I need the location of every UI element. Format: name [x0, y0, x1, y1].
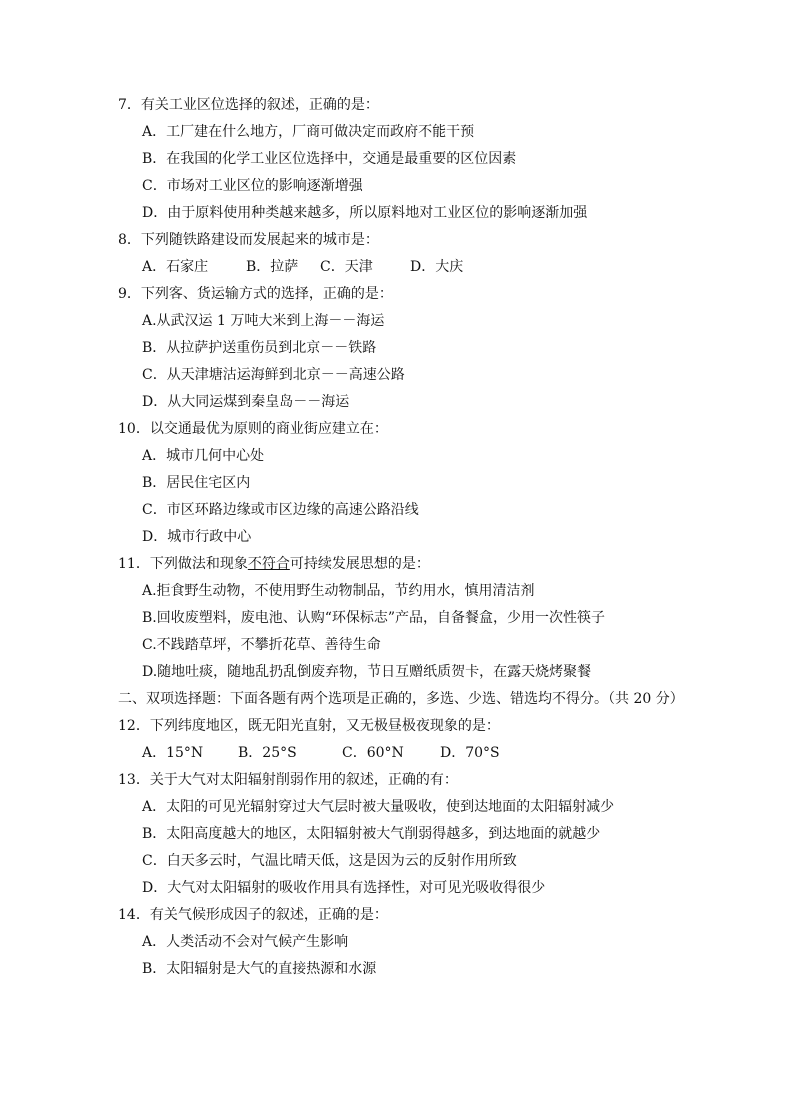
- question-8-option-d: D．大庆: [410, 259, 464, 275]
- question-10-stem: 10．以交通最优为原则的商业街应建立在：: [118, 421, 388, 437]
- question-13-stem: 13．关于大气对太阳辐射削弱作用的叙述，正确的有：: [118, 772, 458, 788]
- question-10-option-d: D．城市行政中心: [142, 529, 252, 545]
- question-11-stem-pre: 11．下列做法和现象: [118, 556, 248, 572]
- question-12-option-b: B．25°S: [238, 745, 297, 761]
- question-13-option-b: B．太阳高度越大的地区，太阳辐射被大气削弱得越多，到达地面的就越少: [142, 826, 601, 842]
- question-12-option-a: A．15°N: [142, 745, 204, 761]
- question-8-option-a: A．石家庄: [142, 259, 209, 275]
- question-14-option-b: B．太阳辐射是大气的直接热源和水源: [142, 961, 377, 977]
- question-10-option-a: A．城市几何中心处: [142, 448, 265, 464]
- question-12-option-d: D．70°S: [440, 745, 500, 761]
- question-13-option-a: A．太阳的可见光辐射穿过大气层时被大量吸收，使到达地面的太阳辐射减少: [142, 799, 615, 815]
- question-14-option-a: A．人类活动不会对气候产生影响: [142, 934, 349, 950]
- question-9-option-c: C．从天津塘沽运海鲜到北京－－高速公路: [142, 367, 405, 383]
- question-8-options: [118, 254, 718, 281]
- question-12-stem: 12．下列纬度地区，既无阳光直射，又无极昼极夜现象的是：: [118, 718, 500, 734]
- question-list: [118, 92, 718, 983]
- question-8-stem: 8．下列随铁路建设而发展起来的城市是：: [118, 232, 379, 248]
- question-13-option-c: C．白天多云时，气温比晴天低，这是因为云的反射作用所致: [142, 853, 517, 869]
- question-11-option-c: C.不践踏草坪，不攀折花草、善待生命: [142, 637, 381, 653]
- question-12-options: [118, 740, 718, 767]
- section-2-heading: 二、双项选择题：下面各题有两个选项是正确的，多选、少选、错选均不得分。（共 20 分）: [118, 691, 684, 707]
- question-7-option-c: C．市场对工业区位的影响逐渐增强: [142, 178, 363, 194]
- question-11-option-b: B.回收废塑料，废电池、认购“环保标志”产品，自备餐盒，少用一次性筷子: [142, 610, 606, 626]
- question-11-option-d: D.随地吐痰，随地乱扔乱倒废弃物，节日互赠纸质贺卡，在露天烧烤聚餐: [142, 664, 592, 680]
- question-7-stem: 7．有关工业区位选择的叙述，正确的是：: [118, 97, 379, 113]
- question-13-option-d: D．大气对太阳辐射的吸收作用具有选择性，对可见光吸收得很少: [142, 880, 546, 896]
- question-12-option-c: C．60°N: [342, 745, 404, 761]
- question-8-option-b: B．拉萨: [246, 259, 299, 275]
- question-11-stem-underlined: 不符合: [247, 556, 290, 572]
- question-7-option-d: D．由于原料使用种类越来越多，所以原料地对工业区位的影响逐渐加强: [142, 205, 588, 221]
- question-9-stem: 9．下列客、货运输方式的选择，正确的是：: [118, 286, 393, 302]
- question-10-option-b: B．居民住宅区内: [142, 475, 251, 491]
- question-8-option-c: C．天津: [320, 259, 373, 275]
- question-11-option-a: A.拒食野生动物，不使用野生动物制品，节约用水，慎用清洁剂: [142, 583, 535, 599]
- question-10-option-c: C．市区环路边缘或市区边缘的高速公路沿线: [142, 502, 419, 518]
- question-11-stem-post: 可持续发展思想的是：: [289, 556, 430, 572]
- question-9-option-a: A.从武汉运 1 万吨大米到上海－－海运: [142, 313, 385, 329]
- question-11-stem: [118, 551, 718, 578]
- question-7-option-a: A．工厂建在什么地方，厂商可做决定而政府不能干预: [142, 124, 475, 140]
- question-14-stem: 14．有关气候形成因子的叙述，正确的是：: [118, 907, 388, 923]
- question-7-option-b: B．在我国的化学工业区位选择中，交通是最重要的区位因素: [142, 151, 517, 167]
- question-9-option-d: D．从大同运煤到秦皇岛－－海运: [142, 394, 350, 410]
- question-9-option-b: B．从拉萨护送重伤员到北京－－铁路: [142, 340, 377, 356]
